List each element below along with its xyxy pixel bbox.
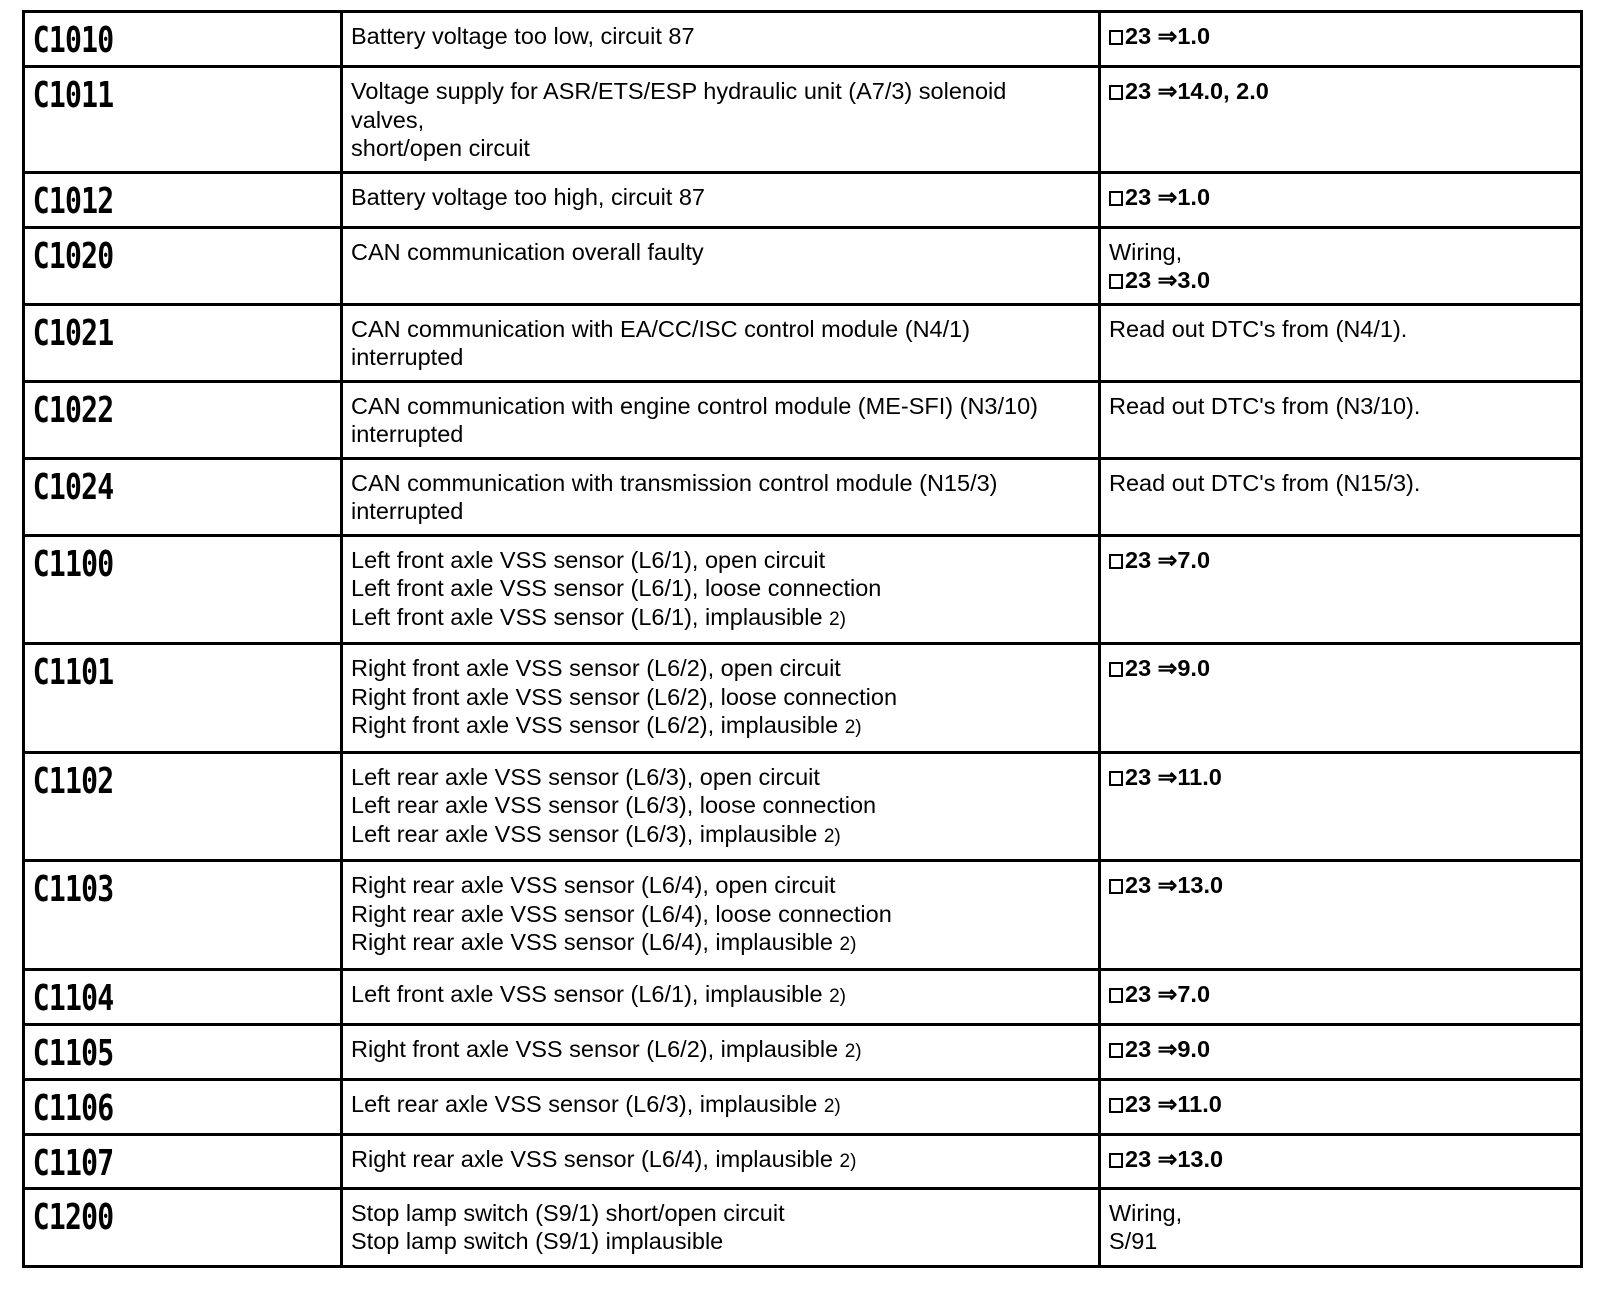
reference-text: 23 ⇒13.0	[1125, 872, 1224, 898]
test-step-box-icon	[1109, 85, 1123, 100]
fault-description-line	[351, 1090, 1090, 1122]
fault-description-line	[351, 574, 1090, 603]
dtc-code-cell	[24, 1188, 342, 1266]
reference-line	[1109, 266, 1572, 295]
fault-description-cell	[342, 1188, 1100, 1266]
reference-cell	[1100, 644, 1582, 753]
fault-description-line	[351, 1035, 1090, 1067]
reference-line	[1109, 1227, 1572, 1256]
dtc-code-cell	[24, 969, 342, 1024]
fault-description-text: Left front axle VSS sensor (L6/1), open circuit	[351, 546, 826, 573]
fault-description-line	[351, 1227, 1090, 1256]
reference-line	[1109, 871, 1572, 900]
table-row	[24, 304, 1582, 381]
fault-description-text: Left rear axle VSS sensor (L6/3), loose connection	[351, 792, 877, 818]
dtc-code: C1200	[32, 1196, 114, 1238]
fault-description-line	[351, 183, 1090, 212]
table-row	[24, 67, 1582, 173]
fault-description-line	[351, 820, 1090, 852]
reference-text: 23 ⇒1.0	[1125, 183, 1211, 210]
dtc-code-cell	[24, 304, 342, 381]
test-step-box-icon	[1109, 554, 1123, 569]
dtc-code: C1100	[32, 543, 114, 585]
fault-description-line	[351, 106, 1090, 135]
reference-cell	[1100, 458, 1582, 535]
fault-description-text: CAN communication with EA/CC/ISC control module (N4/1)	[351, 315, 971, 342]
table-row	[24, 381, 1582, 458]
fault-description-line	[351, 711, 1090, 743]
fault-description-text: Right front axle VSS sensor (L6/2), loose connection	[351, 683, 898, 710]
fault-description-text: Left rear axle VSS sensor (L6/3), open circuit	[351, 763, 820, 790]
footnote-marker: 2)	[844, 1040, 862, 1062]
table-row	[24, 1134, 1582, 1188]
fault-description-cell	[342, 304, 1100, 381]
fault-description-text: Battery voltage too high, circuit 87	[351, 183, 706, 210]
footnote-marker: 2)	[823, 1095, 841, 1117]
fault-description-text: Stop lamp switch (S9/1) implausible	[351, 1228, 724, 1254]
reference-line	[1109, 22, 1572, 51]
table-row	[24, 644, 1582, 753]
fault-description-cell	[342, 861, 1100, 970]
fault-description-text: Stop lamp switch (S9/1) short/open circuit	[351, 1199, 785, 1226]
fault-description-line	[351, 900, 1090, 929]
fault-description-text: Left front axle VSS sensor (L6/1), implausible	[351, 980, 823, 1007]
test-step-box-icon	[1109, 274, 1123, 289]
fault-description-text: interrupted	[351, 421, 464, 447]
test-step-box-icon	[1109, 1098, 1123, 1113]
fault-description-text: Right front axle VSS sensor (L6/2), implausible	[351, 712, 839, 738]
fault-description-text: CAN communication with transmission control module (N15/3)	[351, 469, 998, 496]
reference-text: 23 ⇒9.0	[1125, 655, 1211, 681]
fault-description-line	[351, 343, 1090, 372]
reference-cell	[1100, 861, 1582, 970]
fault-description-cell	[342, 1024, 1100, 1079]
fault-description-line	[351, 134, 1090, 163]
dtc-code: C1106	[32, 1087, 114, 1129]
fault-description-line	[351, 392, 1090, 421]
fault-description-text: Right front axle VSS sensor (L6/2), open circuit	[351, 655, 841, 681]
fault-description-cell	[342, 67, 1100, 173]
fault-description-cell	[342, 1134, 1100, 1188]
fault-description-cell	[342, 458, 1100, 535]
table-row	[24, 12, 1582, 67]
footnote-marker: 2)	[829, 608, 846, 630]
dtc-code: C1022	[32, 389, 114, 431]
fault-description-text: Left rear axle VSS sensor (L6/3), implausible	[351, 820, 818, 847]
table-row	[24, 458, 1582, 535]
reference-line	[1109, 1035, 1572, 1064]
reference-cell	[1100, 1188, 1582, 1266]
test-step-box-icon	[1109, 1153, 1123, 1168]
dtc-code-cell	[24, 381, 342, 458]
fault-description-line	[351, 871, 1090, 900]
fault-description-text: CAN communication overall faulty	[351, 238, 704, 265]
dtc-code-cell	[24, 227, 342, 304]
fault-description-text: Right rear axle VSS sensor (L6/4), implausible	[351, 929, 833, 955]
footnote-marker: 2)	[839, 934, 857, 955]
test-step-box-icon	[1109, 191, 1123, 206]
reference-text: 23 ⇒11.0	[1125, 763, 1222, 790]
reference-cell	[1100, 535, 1582, 644]
dtc-code: C1101	[32, 652, 114, 693]
fault-description-line	[351, 22, 1090, 51]
reference-text: 23 ⇒14.0, 2.0	[1125, 78, 1269, 104]
fault-description-text: valves,	[351, 106, 425, 133]
dtc-code: C1103	[32, 869, 114, 910]
fault-description-line	[351, 791, 1090, 820]
fault-description-line	[351, 1145, 1090, 1177]
reference-line	[1109, 77, 1572, 106]
dtc-code-cell	[24, 12, 342, 67]
reference-text: S/91	[1109, 1228, 1158, 1254]
reference-text: 23 ⇒11.0	[1125, 1090, 1222, 1117]
dtc-code-cell	[24, 67, 342, 173]
test-step-box-icon	[1109, 1043, 1123, 1058]
table-row	[24, 969, 1582, 1024]
fault-description-cell	[342, 227, 1100, 304]
fault-description-text: Right rear axle VSS sensor (L6/4), open circuit	[351, 872, 836, 898]
dtc-code-cell	[24, 1079, 342, 1134]
reference-text: 23 ⇒3.0	[1125, 267, 1211, 293]
fault-description-text: Battery voltage too low, circuit 87	[351, 23, 695, 49]
dtc-code-cell	[24, 644, 342, 753]
fault-description-text: Left front axle VSS sensor (L6/1), loose connection	[351, 575, 882, 601]
dtc-code: C1012	[32, 180, 114, 222]
fault-description-text: Voltage supply for ASR/ETS/ESP hydraulic unit (A7/3) solenoid	[351, 78, 1007, 104]
reference-cell	[1100, 304, 1582, 381]
dtc-code: C1107	[32, 1142, 114, 1184]
fault-description-text: CAN communication with engine control module (ME-SFI) (N3/10)	[351, 392, 1038, 419]
footnote-marker: 2)	[844, 717, 862, 738]
fault-description-text: short/open circuit	[351, 135, 530, 161]
reference-line	[1109, 763, 1572, 792]
reference-line	[1109, 315, 1572, 344]
reference-text: 23 ⇒7.0	[1125, 980, 1211, 1007]
dtc-code-cell	[24, 1024, 342, 1079]
footnote-marker: 2)	[839, 1150, 857, 1172]
reference-line	[1109, 980, 1572, 1009]
fault-description-text: Left front axle VSS sensor (L6/1), implausible	[351, 603, 823, 630]
test-step-box-icon	[1109, 988, 1123, 1003]
fault-description-cell	[342, 752, 1100, 861]
table-row	[24, 535, 1582, 644]
reference-cell	[1100, 969, 1582, 1024]
dtc-code: C1010	[32, 20, 114, 61]
reference-cell	[1100, 227, 1582, 304]
fault-description-line	[351, 420, 1090, 449]
table-row	[24, 227, 1582, 304]
fault-description-line	[351, 469, 1090, 498]
fault-description-line	[351, 928, 1090, 960]
footnote-marker: 2)	[823, 825, 841, 847]
reference-text: 23 ⇒13.0	[1125, 1145, 1224, 1172]
reference-text: 23 ⇒9.0	[1125, 1035, 1211, 1062]
reference-line	[1109, 546, 1572, 575]
reference-line	[1109, 654, 1572, 683]
dtc-code-cell	[24, 752, 342, 861]
table-row	[24, 1079, 1582, 1134]
reference-cell	[1100, 752, 1582, 861]
test-step-box-icon	[1109, 879, 1123, 894]
reference-line	[1109, 1090, 1572, 1119]
fault-description-cell	[342, 172, 1100, 227]
fault-description-line	[351, 980, 1090, 1012]
reference-cell	[1100, 1024, 1582, 1079]
fault-description-line	[351, 546, 1090, 575]
fault-description-line	[351, 315, 1090, 344]
table-row	[24, 752, 1582, 861]
fault-description-text: Right rear axle VSS sensor (L6/4), implausible	[351, 1145, 833, 1172]
reference-text: Read out DTC's from (N15/3).	[1109, 469, 1421, 496]
reference-line	[1109, 469, 1572, 498]
table-row	[24, 1188, 1582, 1266]
fault-description-line	[351, 603, 1090, 635]
reference-cell	[1100, 1079, 1582, 1134]
dtc-code: C1105	[32, 1032, 114, 1074]
dtc-code: C1011	[32, 75, 114, 116]
fault-description-line	[351, 497, 1090, 526]
dtc-table-body	[24, 12, 1582, 1267]
dtc-code: C1021	[32, 312, 114, 354]
fault-description-cell	[342, 644, 1100, 753]
reference-cell	[1100, 381, 1582, 458]
dtc-code: C1024	[32, 466, 114, 508]
fault-description-line	[351, 238, 1090, 267]
fault-description-line	[351, 683, 1090, 712]
fault-description-text: interrupted	[351, 498, 464, 524]
dtc-code: C1102	[32, 760, 114, 802]
fault-description-line	[351, 77, 1090, 106]
dtc-code-cell	[24, 861, 342, 970]
reference-line	[1109, 392, 1572, 421]
reference-prefix: Wiring,	[1109, 238, 1183, 265]
dtc-code-cell	[24, 535, 342, 644]
fault-description-text: Right front axle VSS sensor (L6/2), implausible	[351, 1035, 839, 1062]
test-step-box-icon	[1109, 30, 1123, 45]
reference-text: 23 ⇒1.0	[1125, 23, 1211, 49]
reference-line	[1109, 1145, 1572, 1174]
reference-text: Read out DTC's from (N4/1).	[1109, 315, 1408, 342]
fault-description-line	[351, 654, 1090, 683]
reference-cell	[1100, 172, 1582, 227]
dtc-code-cell	[24, 1134, 342, 1188]
fault-description-cell	[342, 535, 1100, 644]
dtc-code: C1020	[32, 235, 114, 277]
table-row	[24, 172, 1582, 227]
table-row	[24, 1024, 1582, 1079]
dtc-code-cell	[24, 458, 342, 535]
fault-description-text: interrupted	[351, 344, 464, 370]
table-row	[24, 861, 1582, 970]
reference-cell	[1100, 1134, 1582, 1188]
fault-description-cell	[342, 381, 1100, 458]
fault-description-line	[351, 763, 1090, 792]
footnote-marker: 2)	[829, 985, 846, 1007]
reference-cell	[1100, 67, 1582, 173]
dtc-code: C1104	[32, 977, 114, 1019]
reference-text: Read out DTC's from (N3/10).	[1109, 392, 1421, 419]
fault-description-cell	[342, 969, 1100, 1024]
reference-text: 23 ⇒7.0	[1125, 546, 1211, 573]
fault-description-text: Right rear axle VSS sensor (L6/4), loose connection	[351, 900, 892, 927]
fault-description-cell	[342, 12, 1100, 67]
test-step-box-icon	[1109, 771, 1123, 786]
reference-line	[1109, 183, 1572, 212]
fault-description-text: Left rear axle VSS sensor (L6/3), implausible	[351, 1090, 818, 1117]
reference-cell	[1100, 12, 1582, 67]
dtc-table	[22, 10, 1583, 1268]
fault-description-line	[351, 1199, 1090, 1228]
test-step-box-icon	[1109, 662, 1123, 677]
dtc-code-cell	[24, 172, 342, 227]
fault-description-cell	[342, 1079, 1100, 1134]
reference-prefix: Wiring,	[1109, 1199, 1183, 1226]
